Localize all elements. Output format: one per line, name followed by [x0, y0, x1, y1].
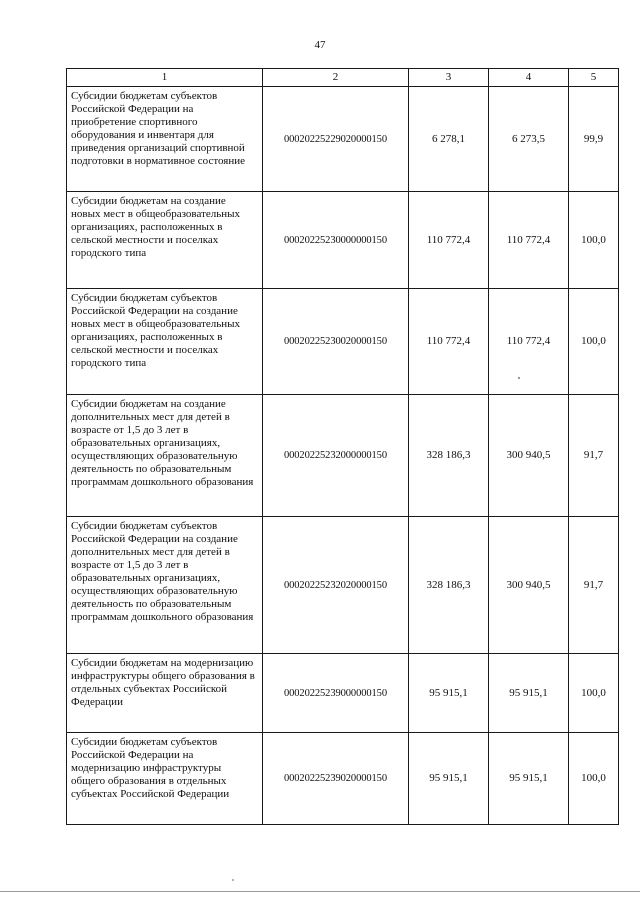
planned-amount-cell: 6 278,1 — [409, 87, 489, 192]
execution-percent-cell: 99,9 — [569, 87, 619, 192]
execution-percent-cell: 100,0 — [569, 733, 619, 825]
budget-code-cell: 00020225232000000150 — [263, 395, 409, 517]
executed-amount-cell: 6 273,5 — [489, 87, 569, 192]
page-number: 47 — [314, 39, 326, 51]
subsidy-name-cell: Субсидии бюджетам субъектов Российской Федерации на модернизацию инфраструктуры общего образования в отдельных субъектах Российской Федерации — [67, 733, 263, 825]
planned-amount-cell: 95 915,1 — [409, 733, 489, 825]
executed-amount-cell: 300 940,5 — [489, 517, 569, 654]
budget-code-cell: 00020225229020000150 — [263, 87, 409, 192]
execution-percent-cell: 100,0 — [569, 289, 619, 395]
budget-code-cell: 00020225230000000150 — [263, 192, 409, 289]
subsidy-name-cell: Субсидии бюджетам на создание дополнительных мест для детей в возрасте от 1,5 до 3 лет в образовательных организациях, осуществляющих образовательную деятельность по образовательным программам дошкольного образования — [67, 395, 263, 517]
executed-amount-cell: 110 772,4 — [489, 192, 569, 289]
execution-percent-cell: 100,0 — [569, 654, 619, 733]
table-row — [67, 192, 619, 289]
planned-amount-cell: 110 772,4 — [409, 192, 489, 289]
executed-amount-cell: 110 772,4 — [489, 289, 569, 395]
subsidy-name-cell: Субсидии бюджетам субъектов Российской Федерации на создание дополнительных мест для детей в возрасте от 1,5 до 3 лет в образовательных организациях, осуществляющих образовательную деятельность по образовательным программам дошкольного образования — [67, 517, 263, 654]
planned-amount-cell: 328 186,3 — [409, 517, 489, 654]
execution-percent-cell: 91,7 — [569, 395, 619, 517]
executed-amount-cell: 95 915,1 — [489, 733, 569, 825]
table-row — [67, 733, 619, 825]
executed-amount-cell: 300 940,5 — [489, 395, 569, 517]
table-row — [67, 654, 619, 733]
scan-speck — [518, 377, 520, 379]
column-header: 2 — [263, 69, 409, 87]
subsidy-name-cell: Субсидии бюджетам субъектов Российской Федерации на приобретение спортивного оборудования и инвентаря для приведения организаций спортивной подготовки в нормативное состояние — [67, 87, 263, 192]
footer-rule — [0, 891, 640, 892]
subsidy-name-cell: Субсидии бюджетам субъектов Российской Федерации на создание новых мест в общеобразовательных организациях, расположенных в сельской местности и поселках городского типа — [67, 289, 263, 395]
column-header: 3 — [409, 69, 489, 87]
subsidy-name-cell: Субсидии бюджетам на модернизацию инфраструктуры общего образования в отдельных субъектах Российской Федерации — [67, 654, 263, 733]
table-row — [67, 289, 619, 395]
column-header: 5 — [569, 69, 619, 87]
budget-code-cell: 00020225232020000150 — [263, 517, 409, 654]
budget-code-cell: 00020225239000000150 — [263, 654, 409, 733]
budget-table — [66, 68, 619, 825]
scan-speck — [232, 879, 234, 881]
table-header-row — [67, 69, 619, 87]
execution-percent-cell: 100,0 — [569, 192, 619, 289]
executed-amount-cell: 95 915,1 — [489, 654, 569, 733]
table-row — [67, 87, 619, 192]
execution-percent-cell: 91,7 — [569, 517, 619, 654]
table-row — [67, 517, 619, 654]
column-header: 4 — [489, 69, 569, 87]
planned-amount-cell: 110 772,4 — [409, 289, 489, 395]
budget-code-cell: 00020225239020000150 — [263, 733, 409, 825]
budget-code-cell: 00020225230020000150 — [263, 289, 409, 395]
table-row — [67, 395, 619, 517]
planned-amount-cell: 328 186,3 — [409, 395, 489, 517]
column-header: 1 — [67, 69, 263, 87]
planned-amount-cell: 95 915,1 — [409, 654, 489, 733]
subsidy-name-cell: Субсидии бюджетам на создание новых мест в общеобразовательных организациях, расположенных в сельской местности и поселках городского типа — [67, 192, 263, 289]
